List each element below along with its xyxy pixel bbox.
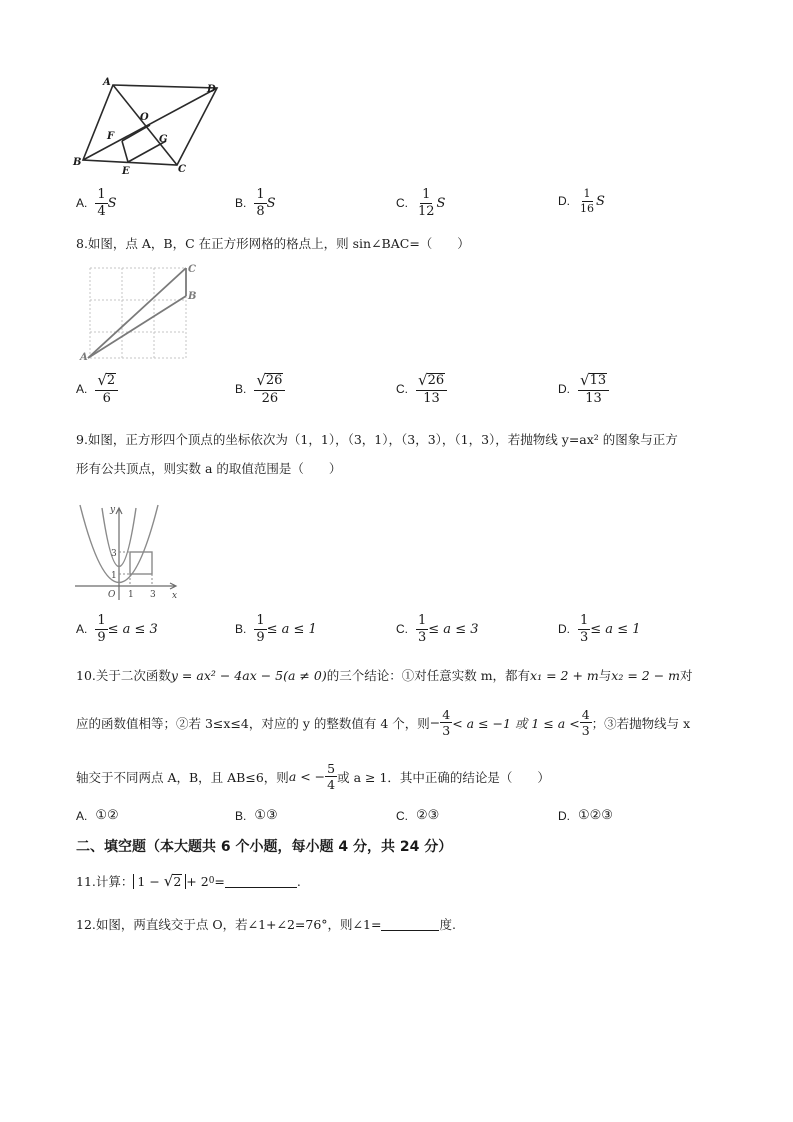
q9-stem-line2: 形有公共顶点，则实数 a 的取值范围是（ ） [76,461,342,476]
q7-option-b[interactable]: B. $\frac{1}{8}$ S [235,187,276,219]
point-label-o: O [140,112,149,123]
grid-label-b: B [188,291,197,302]
q9-option-d[interactable]: D. $\frac{1}{3}$ ≤ a ≤ 1 [558,613,641,645]
q11-stem: 11.计算： 1 − √ 2 + 2 0 = . [76,871,301,890]
point-label-g: G [159,134,168,145]
q10-option-a[interactable]: A. ①② [76,808,119,823]
q7-option-c[interactable]: C. $\frac{1}{12}$ S [396,187,446,219]
q10-stem-line3: 轴交于不同两点 A，B，且 AB≤6，则 a < − $\frac{5}{4}$ 或 a ≥ 1．其中正确的结论是（ ） [76,761,550,793]
q11-answer-blank[interactable] [225,875,297,888]
q10-stem-line2: 应的函数值相等；②若 3≤x≤4，对应的 y 的整数值有 4 个，则 − $\frac{4}{3}$ < a ≤ −1 或 1 ≤ a < $\frac{4}{3}$ ；③若抛物线与 x [76,707,691,739]
axis-label-y: y [110,505,116,515]
parallelogram-figure [70,70,240,185]
q10-stem-line1: 10.关于二次函数 y = ax² − 4ax − 5(a ≠ 0) 的三个结论：①对任意实数 m，都有 x₁ = 2 + m 与 x₂ = 2 − m 对 [76,667,693,683]
q10-option-b[interactable]: B. ①③ [235,808,278,823]
point-label-f: F [107,131,115,142]
q8-option-d[interactable]: D. √ 13 13 [558,373,609,405]
grid-figure [78,260,208,365]
q8-option-c[interactable]: C. √ 26 13 [396,373,447,405]
axis-label-x: x [172,591,178,601]
y-tick-3: 3 [111,549,117,559]
x-tick-1: 1 [128,590,134,600]
point-label-c: C [178,164,186,175]
point-label-e: E [122,166,130,177]
y-tick-1: 1 [111,571,117,581]
q10-option-c[interactable]: C. ②③ [396,808,440,823]
q10-option-d[interactable]: D. ①②③ [558,808,613,823]
parabola-figure [70,500,185,605]
q12-answer-blank[interactable] [381,918,439,931]
point-label-d: D [207,84,216,95]
q9-option-c[interactable]: C. $\frac{1}{3}$ ≤ a ≤ 3 [396,613,479,645]
q7-option-d[interactable]: D. $\frac{1}{16}$ S [558,187,605,215]
q9-option-b[interactable]: B. $\frac{1}{9}$ ≤ a ≤ 1 [235,613,317,645]
q8-option-b[interactable]: B. √ 26 26 [235,373,285,405]
q7-option-a[interactable]: A. $\frac{1}{4}$ S [76,187,117,219]
q9-option-a[interactable]: A. $\frac{1}{9}$ ≤ a ≤ 3 [76,613,158,645]
q9-stem-line1: 9.如图，正方形四个顶点的坐标依次为（1，1），（3，1），（3，3），（1，3），若抛物线 y=ax² 的图象与正方 [76,432,678,447]
origin-label: O [108,590,116,600]
x-tick-3: 3 [150,590,156,600]
grid-label-c: C [188,264,196,275]
point-label-b: B [73,157,82,168]
q8-option-a[interactable]: A. √ 2 6 [76,373,118,405]
q12-stem: 12.如图，两直线交于点 O，若∠1+∠2=76°，则∠1= 度. [76,917,456,932]
q8-stem: 8.如图，点 A，B，C 在正方形网格的格点上，则 sin∠BAC=（ ） [76,236,470,251]
point-label-a: A [103,77,111,88]
section-heading: 二、填空题（本大题共 6 个小题，每小题 4 分，共 24 分） [76,839,453,855]
grid-label-a: A [80,352,88,363]
